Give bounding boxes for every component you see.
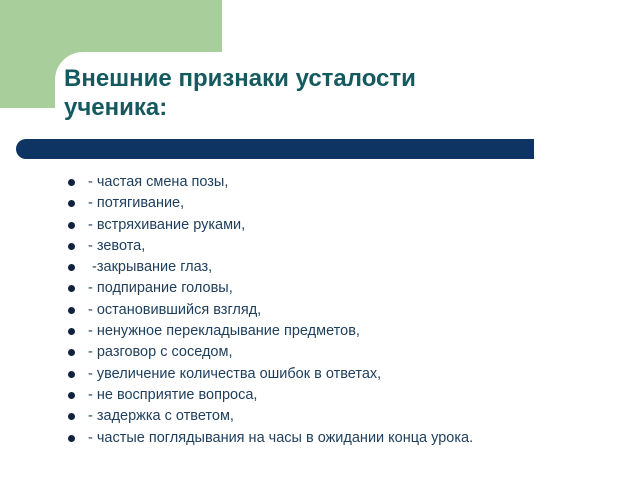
- bullet-dot-icon: [68, 222, 75, 229]
- list-item: [88, 193, 473, 214]
- list-item: [88, 342, 473, 363]
- bullet-dot-icon: [68, 392, 75, 399]
- list-item-text: - зевота,: [88, 237, 146, 254]
- list-item-text: - потягивание,: [88, 195, 185, 212]
- bullet-dot-icon: [68, 264, 75, 271]
- list-item: [88, 236, 473, 257]
- list-item: [88, 385, 473, 406]
- list-item: [88, 321, 473, 342]
- bullet-dot-icon: [68, 307, 75, 314]
- title-line-2: ученика:: [64, 94, 168, 121]
- list-item: [88, 257, 473, 278]
- list-item: [88, 215, 473, 236]
- list-item: [88, 300, 473, 321]
- slide-title: [64, 64, 584, 122]
- title-line-1: Внешние признаки усталости: [64, 65, 416, 92]
- list-item: [88, 172, 473, 193]
- bullet-dot-icon: [68, 435, 75, 442]
- list-item-text: - задержка с ответом,: [88, 408, 234, 425]
- bullet-dot-icon: [68, 243, 75, 250]
- bullet-dot-icon: [68, 371, 75, 378]
- list-item-text: -закрывание глаз,: [88, 259, 213, 276]
- list-item-text: - разговор с соседом,: [88, 344, 233, 361]
- title-divider-bar: [16, 139, 534, 159]
- list-item-text: - увеличение количества ошибок в ответах,: [88, 365, 382, 382]
- list-item-text: - частая смена позы,: [88, 174, 229, 190]
- bullet-list: [88, 172, 473, 449]
- list-item: [88, 428, 473, 449]
- list-item: [88, 364, 473, 385]
- list-item-text: - встряхивание руками,: [88, 216, 246, 233]
- bullet-dot-icon: [68, 200, 75, 207]
- list-item-text: - ненужное перекладывание предметов,: [88, 323, 360, 340]
- list-item-text: - остановившийся взгляд,: [88, 301, 262, 318]
- list-item-text: - частые поглядывания на часы в ожидании конца урока.: [88, 429, 474, 446]
- list-item: [88, 278, 473, 299]
- list-item-text: - подпирание головы,: [88, 280, 233, 297]
- bullet-dot-icon: [68, 179, 75, 186]
- bullet-dot-icon: [68, 285, 75, 292]
- list-item-text: - не восприятие вопроса,: [88, 386, 258, 403]
- list-item: [88, 406, 473, 427]
- bullet-dot-icon: [68, 413, 75, 420]
- bullet-dot-icon: [68, 349, 75, 356]
- bullet-dot-icon: [68, 328, 75, 335]
